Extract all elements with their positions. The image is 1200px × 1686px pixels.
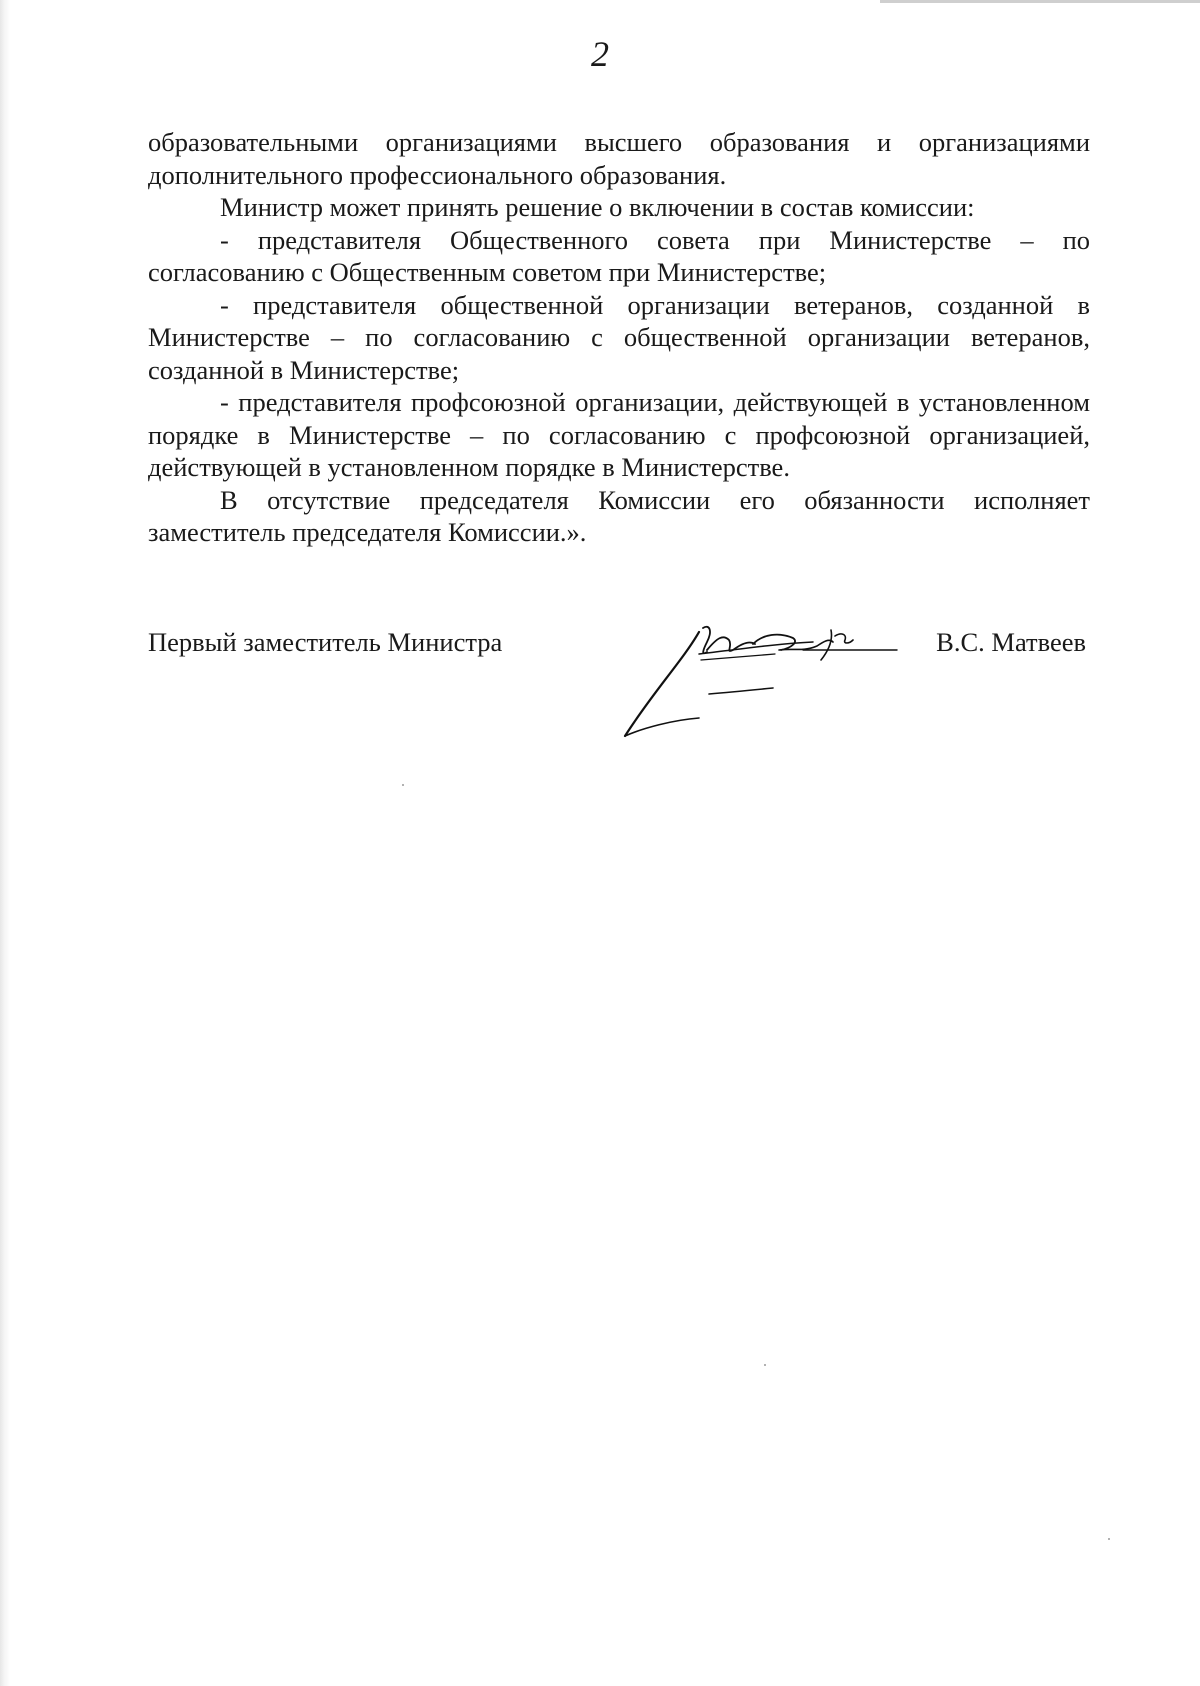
handwritten-signature <box>603 620 923 740</box>
paragraph-minister-decision: Министр может принять решение о включении в состав комиссии: <box>220 192 975 222</box>
scan-speck <box>402 784 404 786</box>
paragraph-chair-absence: В отсутствие председателя Комиссии его обязанности исполняет заместитель председателя Комиссии.». <box>148 484 1090 547</box>
document-body <box>148 126 1090 549</box>
scan-speck <box>1108 1538 1110 1540</box>
signatory-name: В.С. Матвеев <box>936 627 1086 657</box>
paragraph-continuation: образовательными организациями высшего образования и организациями дополнительного профессионального образования. <box>148 127 1090 190</box>
scan-edge-top <box>880 0 1200 3</box>
scan-edge-left <box>0 0 10 1686</box>
list-item-veterans-organization: - представителя общественной организации ветеранов, созданной в Министерстве – по согласованию с общественной организации ветеранов, созданной в Министерстве; <box>148 289 1090 385</box>
scan-speck <box>764 1364 766 1366</box>
list-item-public-council: - представителя Общественного совета при Министерстве – по согласованию с Общественным советом при Министерстве; <box>148 224 1090 287</box>
signatory-position: Первый заместитель Министра <box>148 627 503 657</box>
signature-block <box>148 626 1090 746</box>
list-item-trade-union: - представителя профсоюзной организации, действующей в установленном порядке в Министерстве – по согласованию с профсоюзной организацией, действующей в установленном порядке в Министерстве. <box>148 387 1090 482</box>
page-number: 2 <box>591 34 609 74</box>
